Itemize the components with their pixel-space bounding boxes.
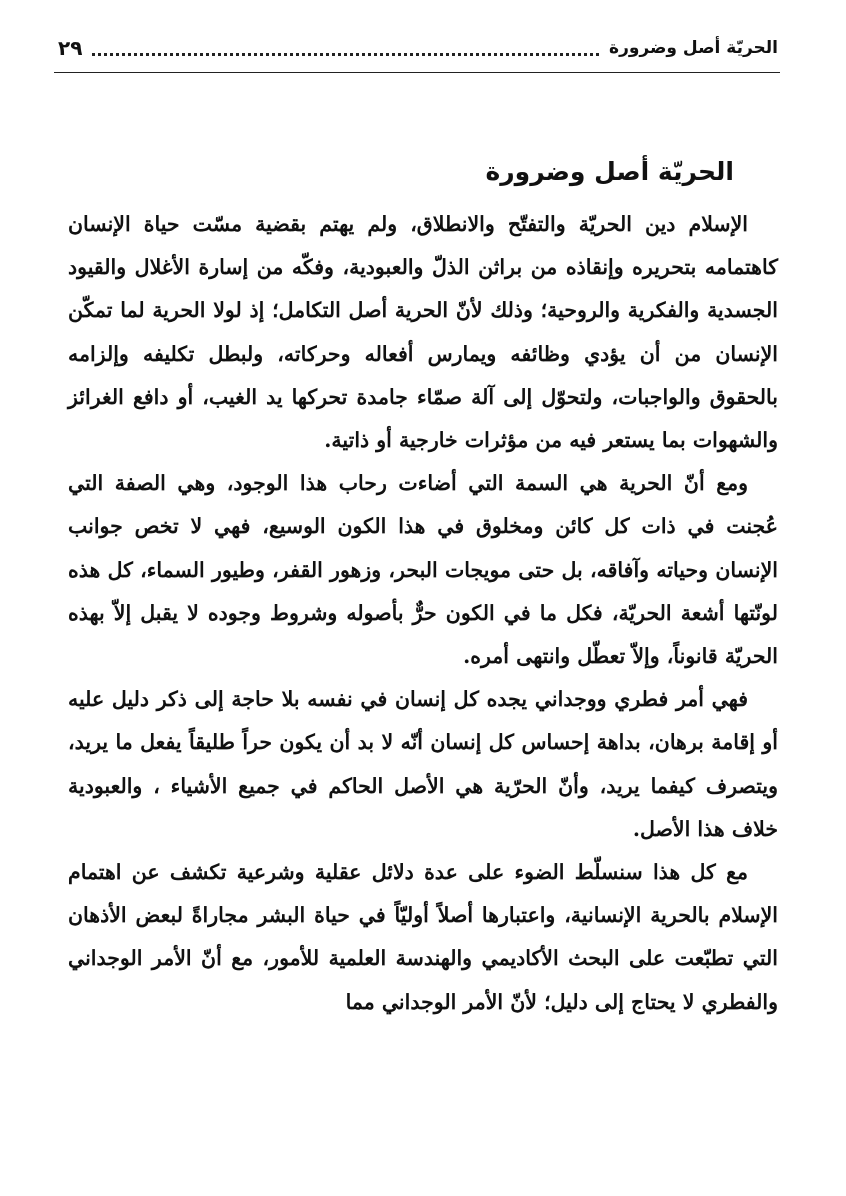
paragraph-1: الإسلام دين الحريّة والتفتّح والانطلاق، ولم يهتم بقضية مسّت حياة الإنسان كاهتمامه بتحريره وإنقاذه من براثن الذلّ والعبودية، وفكّه من إسارة الأغلال والقيود الجسدية والفكرية والروحية؛ وذلك لأنّ الحرية أصل التكامل؛ إذ لولا الحرية لما تمكّن الإنسان من أن يؤدي وظائفه ويمارس أفعاله وحركاته، ولبطل تكليفه وإلزامه بالحقوق والواجبات، ولتحوّل إلى آلة صمّاء جامدة تحركها يد الغيب، أو دافع الغرائز والشهوات بما يستعر فيه من مؤثرات خارجية أو ذاتية. (68, 212, 778, 453)
body-text (68, 203, 778, 1024)
leader-dots (92, 53, 599, 56)
paragraph-4: مع كل هذا سنسلّط الضوء على عدة دلائل عقلية وشرعية تكشف عن اهتمام الإسلام بالحرية الإنسانية، واعتبارها أصلاً أوليّاً في حياة البشر مجاراةً لبعض الأذهان التي تطبّعت على البحث الأكاديمي والهندسة العلمية للأمور، مع أنّ الأمر الوجداني والفطري لا يحتاج إلى دليل؛ لأنّ الأمر الوجداني مما (68, 860, 778, 1014)
page-number: ٢٩ (58, 36, 83, 60)
chapter-title: الحريّة أصل وضرورة (485, 156, 734, 186)
paragraph-2: ومع أنّ الحرية هي السمة التي أضاءت رحاب هذا الوجود، وهي الصفة التي عُجنت في ذات كل كائن ومخلوق في هذا الكون الوسيع، فهي لا تخص جوانب الإنسان وحياته وآفاقه، بل حتى مويجات البحر، وزهور القفر، وطيور السماء، كل هذه لونّتها أشعة الحريّة، فكل ما في الكون حرٌّ بأصوله وشروط وجوده لا يقبل إلاّ بهذه الحريّة قانوناً، وإلاّ تعطّل وانتهى أمره. (68, 471, 778, 669)
running-header (58, 28, 778, 68)
paragraph-3: فهي أمر فطري ووجداني يجده كل إنسان في نفسه بلا حاجة إلى ذكر دليل عليه أو إقامة برهان، بداهة إحساس كل إنسان أنّه لا بد أن يكون حراً طليقاً يفعل ما يريد، ويتصرف كيفما يريد، وأنّ الحرّية هي الأصل الحاكم في جميع الأشياء ، والعبودية خلاف هذا الأصل. (68, 687, 778, 841)
header-rule (54, 72, 780, 73)
running-title: الحريّة أصل وضرورة (609, 38, 778, 58)
